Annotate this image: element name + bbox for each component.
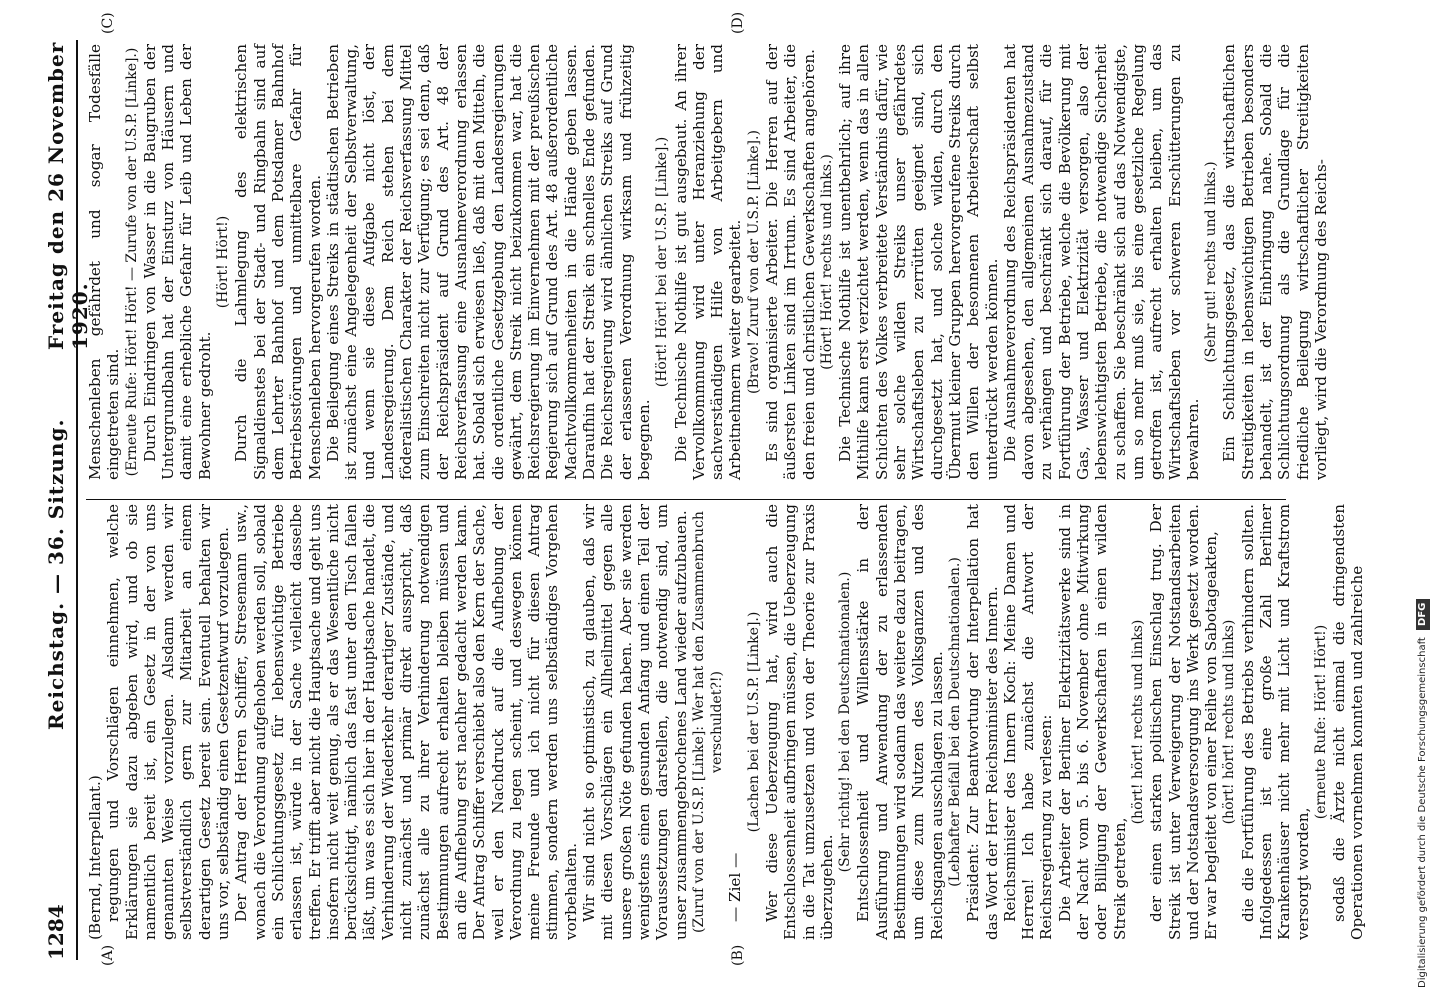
stage-direction: (Erneute Rufe: Hört! Hört! — Zurufe von der U.S.P. [Linke].) bbox=[123, 47, 140, 477]
right-column bbox=[86, 44, 1330, 480]
paragraph: Entschlossenheit und Willensstärke in der Ausführung und Anwendung der zu erlassenden Bestimmungen wird sodann das weitere dazu beitragen, um diese zum Nutzen des Volksganzen und des Reichsgangen ausschlagen zu lassen. bbox=[854, 504, 946, 940]
paragraph: Präsident: Zur Beantwortung der Interpellation hat das Wort der Herr Reichsminister des Innern. bbox=[964, 504, 1001, 940]
stage-direction: (Lebhafter Beifall bei den Deutschnationalen.) bbox=[946, 557, 963, 887]
paragraph: Die Technische Nothilfe ist unentbehrlich; auf ihre Mithilfe kann erst verzichtet werden, wenn das in allen Schichten des Volkes verbreitete Verständnis dafür, wie sehr solche wilden Streiks unser gefährdetes Wirtschaftsleben zu zerrütten geeignet sind, sich durchgesetzt hat, und solche wilden, durch den Übermut kleiner Gruppen hervorgerufene Streiks durch den Willen der besonnenen Arbeiterschaft selbst unterdrückt werden können. bbox=[836, 44, 1001, 480]
paragraph: Die Arbeiter der Berliner Elektrizitätswerke sind in der Nacht vom 5. bis 6. November ohne Mitwirkung oder Billigung der Gewerkschaften in einen wilden Streik getreten, bbox=[1055, 504, 1129, 940]
paragraph: Menschenleben gefährdet und sogar Todesfälle eingetreten sind. bbox=[86, 44, 123, 480]
paragraph: Durch Eindringen von Wasser in die Baugruben der Untergrundbahn hat der Einsturz von Häusern und damit eine erhebliche Gefahr für Leib und Leben der Bewohner gedroht. bbox=[140, 44, 214, 480]
paragraph: Wir sind nicht so optimistisch, zu glauben, daß wir mit diesen Vorschlägen ein Allheilmittel gegen alle unsere großen Nöte gefunden haben. Aber sie werden wenigstens einen gesunden Anfang und einen Teil der Voraussetzungen darstellen, die notwendig sind, um unser zusammengebrochenes Land wieder aufzubauen. bbox=[580, 504, 690, 940]
page-number: 1284 bbox=[44, 904, 68, 960]
stage-direction: (erneute Rufe: Hört! Hört!) bbox=[1312, 624, 1329, 820]
paragraph: (Bernd, Interpellant.) bbox=[86, 775, 104, 940]
paragraph: Durch die Lahmlegung des elektrischen Signaldienstes bei der Stadt- und Ringbahn sind auf dem Lehrter Bahnhof und dem Potsdamer Bahnhof Betriebsstörungen und unmittelbare Gefahr für Menschenleben hervorgerufen worden. bbox=[232, 44, 324, 480]
stage-direction: (hört! hört! rechts und links) bbox=[1221, 619, 1238, 825]
margin-marker-b: (B) bbox=[730, 944, 746, 966]
paragraph: Der Antrag der Herren Schiffer, Stresemann usw., wonach die Verordnung aufgehoben werden soll, sobald ein Schlichtungsgesetz für lebenswichtige Betriebe erlassen ist, würde in der Sache vielleicht dasselbe treffen. Er trifft aber nicht die Hauptsache und geht uns insofern nicht weit genug, als er das Wesentliche nicht berücksichtigt, nämlich das fast unter den Tisch fallen läßt, um was es sich hier in der Hauptsache handelt, die Verhinderung der Wiederkehr derartiger Zustände, und nicht zunächst und primär direkt ausspricht, daß zunächst alle zu ihrer Verhinderung notwendigen Bestimmungen aufrecht erhalten bleiben müssen und an die Aufhebung erst nachher gedacht werden kann. Der Antrag Schiffer verschiebt also den Kern der Sache, weil er den Nachdruck auf die Aufhebung der Verordnung zu legen scheint, und deswegen können meine Freunde und ich nicht für diesen Antrag stimmen, sondern werden uns selbständiges Vorgehen vorbehalten. bbox=[232, 504, 580, 940]
paragraph: Die Ausnahmeverordnung des Reichspräsidenten hat davon abgesehen, den allgemeinen Ausnahmezustand zu verhängen und beschränkt sich darauf, für die Fortführung der Betriebe, welche die Bevölkerung mit Gas, Wasser und Elektrizität versorgen, also der lebenswichtigsten Betriebe, die notwendige Sicherheit zu schaffen. Sie beschränkt sich auf das Notwendigste, um so mehr muß sie, bis eine gesetzliche Regelung getroffen ist, aufrecht erhalten bleiben, um das Wirtschaftsleben vor schweren Erschütterungen zu bewahren. bbox=[1000, 44, 1202, 480]
paragraph: regungen und Vorschlägen einnehmen, welche Erklärungen sie dazu abgeben wird, und ob sie namentlich bereit ist, ein Gesetz in der von uns genannten Weise vorzulegen. Alsdann werden wir selbstverständlich gern zur Mitarbeit an einem derartigen Gesetz bereit sein. Eventuell behalten wir uns vor, selbständig einen Gesetzentwurf vorzulegen. bbox=[104, 504, 233, 940]
margin-marker-a: (A) bbox=[100, 944, 116, 966]
funding-sidebar bbox=[1412, 0, 1434, 1000]
paragraph: — Ziel — bbox=[726, 852, 745, 922]
margin-marker-d: (D) bbox=[730, 11, 746, 34]
stage-direction: (Zuruf von der U.S.P. [Linke]: Wer hat den Zusammenbruch verschuldet?!) bbox=[690, 511, 726, 933]
running-title: Reichstag. — 36. Sitzung. bbox=[44, 418, 68, 730]
paragraph: Die Beilegung eines Streiks in städtischen Betrieben ist zunächst eine Angelegenheit der Selbstverwaltung, und wenn sie diese Aufgabe nicht löst, der Landesregierung. Dem Reich stehen bei dem föderalistischen Charakter der Reichsverfassung Mittel zum Einschreiten nicht zur Verfügung; es sei denn, daß der Reichspräsident auf Grund des Art. 48 der Reichsverfassung eine Ausnahmeverordnung erlassen hat. Sobald sich erwiesen ließ, daß mit den Mitteln, die die ordentliche Gesetzgebung den Landesregierungen gewährt, dem Streik nicht beizukommen war, hat die Reichsregierung im Einvernehmen mit der preußischen Regierung sich auf Grund des Art. 48 außerordentliche Machtvollkommenheiten in die Hände geben lassen. Daraufhin hat der Streik ein schnelles Ende gefunden. Die Reichsregierung wird ähnlichen Streiks auf Grund der erlassenen Verordnung wirksam und frühzeitig begegnen. bbox=[323, 44, 653, 480]
stage-direction: (Sehr gut! rechts und links.) bbox=[1203, 161, 1220, 363]
stage-direction: (Sehr richtig! bei den Deutschnationalen.) bbox=[837, 571, 854, 873]
paragraph: Ein Schlichtungsgesetz, das die wirtschaftlichen Streitigkeiten in lebenswichtigen Betrieben besonders behandelt, ist der Einbringung nahe. Sobald die Schlichtungsordnung als die Grundlage für die friedliche Beilegung wirtschaftlicher Streitigkeiten vorliegt, wird die Verordnung des Reichs- bbox=[1220, 44, 1330, 480]
stage-direction: (hört! hört! rechts und links) bbox=[1129, 619, 1146, 825]
funding-note: Digitalisierung gefördert durch die Deutsche Forschungsgemeinschaft bbox=[1417, 637, 1428, 988]
paragraph: sodaß die Ärzte nicht einmal die dringendsten Operationen vornehmen konnten und zahlreiche bbox=[1330, 504, 1367, 940]
paragraph: Wer diese Ueberzeugung hat, wird auch die Entschlossenheit aufbringen müssen, die Ueberzeugung in die Tat umzusetzen und von der Theorie zur Praxis überzugehen. bbox=[762, 504, 836, 940]
session-date: Freitag den 26 November 1920. bbox=[44, 41, 92, 350]
stage-direction: (Bravo! Zuruf von der U.S.P. [Linke].) bbox=[745, 130, 762, 394]
column-divider bbox=[86, 499, 1286, 500]
paragraph: die die Fortführung des Betriebs verhindern sollten. Infolgedessen ist eine große Zahl Berliner Krankenhäuser nicht mehr mit Licht und Kraftstrom versorgt worden, bbox=[1238, 504, 1312, 940]
paragraph: Die Technische Nothilfe ist gut ausgebaut. An ihrer Vervollkommnung wird unter Heranziehung der sachverständigen Hilfe von Arbeitgebern und Arbeitnehmern weiter gearbeitet. bbox=[671, 44, 745, 480]
paragraph: der einen starken politischen Einschlag trug. Der Streik ist unter Verweigerung der Notstandsarbeiten und der Notstandsversorgung ins Werk gesetzt worden. Er war begleitet von einer Reihe von Sabotageakten, bbox=[1147, 504, 1221, 940]
page-header bbox=[40, 40, 92, 960]
stage-direction: (Lachen bei der U.S.P. [Linke].) bbox=[745, 611, 762, 833]
paragraph: Es sind organisierte Arbeiter. Die Herren auf der äußersten Linken sind im Irrtum. Es sind Arbeiter, die den freien und christlichen Gewerkschaften angehören. bbox=[762, 44, 818, 480]
stage-direction: (Hört! Hört! bei der U.S.P. [Linke].) bbox=[654, 136, 671, 388]
stage-direction: (Hört! Hört! rechts und links.) bbox=[818, 154, 835, 370]
paragraph: Reichsminister des Innern Koch: Meine Damen und Herren! Ich habe zunächst die Antwort der Reichsregierung zu verlesen: bbox=[1000, 504, 1056, 940]
stage-direction: (Hört! Hört!) bbox=[215, 215, 232, 309]
header-rule bbox=[76, 40, 78, 960]
margin-marker-c: (C) bbox=[100, 12, 116, 34]
left-column bbox=[86, 504, 1367, 940]
dfg-logo: DFG bbox=[1416, 599, 1430, 630]
